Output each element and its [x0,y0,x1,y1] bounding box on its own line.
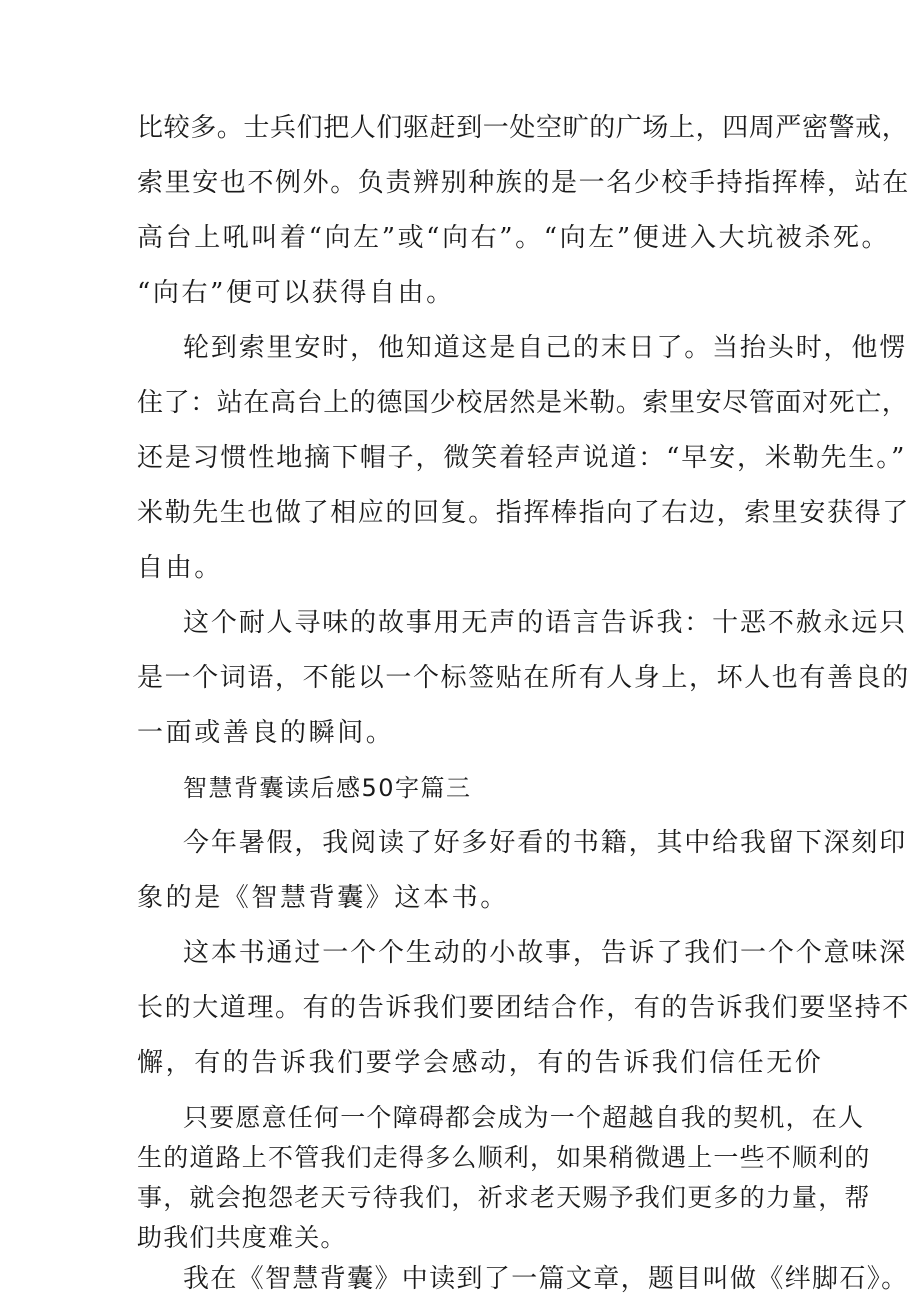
text-line: 只要愿意任何一个障碍都会成为一个超越自我的契机，在人 [183,1103,865,1132]
text-line: 我在《智慧背囊》中读到了一篇文章，题目叫做《绊脚石》。 [183,1264,909,1294]
text-line: 这本书通过一个个生动的小故事，告诉了我们一个个意味深 [183,938,908,968]
text-line: 高台上吼叫着“向左”或“向右”。“向左”便进入大坑被杀死。 [137,223,891,253]
section-heading: 智慧背囊读后感50字篇三 [183,774,472,802]
text-line: 索里安也不例外。负责辨别种族的是一名少校手持指挥棒，站在 [137,168,910,198]
text-line: 助我们共度难关。 [137,1223,347,1252]
text-line: 是一个词语，不能以一个标签贴在所有人身上，坏人也有善良的 [137,663,910,693]
text-line: 象的是《智慧背囊》这本书。 [137,883,509,913]
text-line: “向右”便可以获得自由。 [137,278,455,308]
text-line: 懈，有的告诉我们要学会感动，有的告诉我们信任无价 [137,1048,824,1078]
text-line: 今年暑假，我阅读了好多好看的书籍，其中给我留下深刻印 [183,828,908,858]
text-line: 住了：站在高台上的德国少校居然是米勒。索里安尽管面对死亡， [137,388,909,418]
text-line: 还是习惯性地摘下帽子，微笑着轻声说道：“早安，米勒先生。” [137,443,907,473]
text-line: 自由。 [137,553,223,583]
text-line: 轮到索里安时，他知道这是自己的末日了。当抬头时，他愣 [183,333,908,363]
text-line: 这个耐人寻味的故事用无声的语言告诉我：十恶不赦永远只 [183,608,908,638]
text-line: 事，就会抱怨老天亏待我们，祈求老天赐予我们更多的力量，帮 [137,1183,871,1212]
text-line: 米勒先生也做了相应的回复。指挥棒指向了右边，索里安获得了 [137,498,910,528]
text-line: 生的道路上不管我们走得多么顺利，如果稍微遇上一些不顺利的 [137,1143,871,1172]
text-line: 一面或善良的瞬间。 [137,718,395,748]
text-line: 长的大道理。有的告诉我们要团结合作，有的告诉我们要坚持不 [137,993,910,1023]
text-line: 比较多。士兵们把人们驱赶到一处空旷的广场上，四周严密警戒， [137,113,909,143]
